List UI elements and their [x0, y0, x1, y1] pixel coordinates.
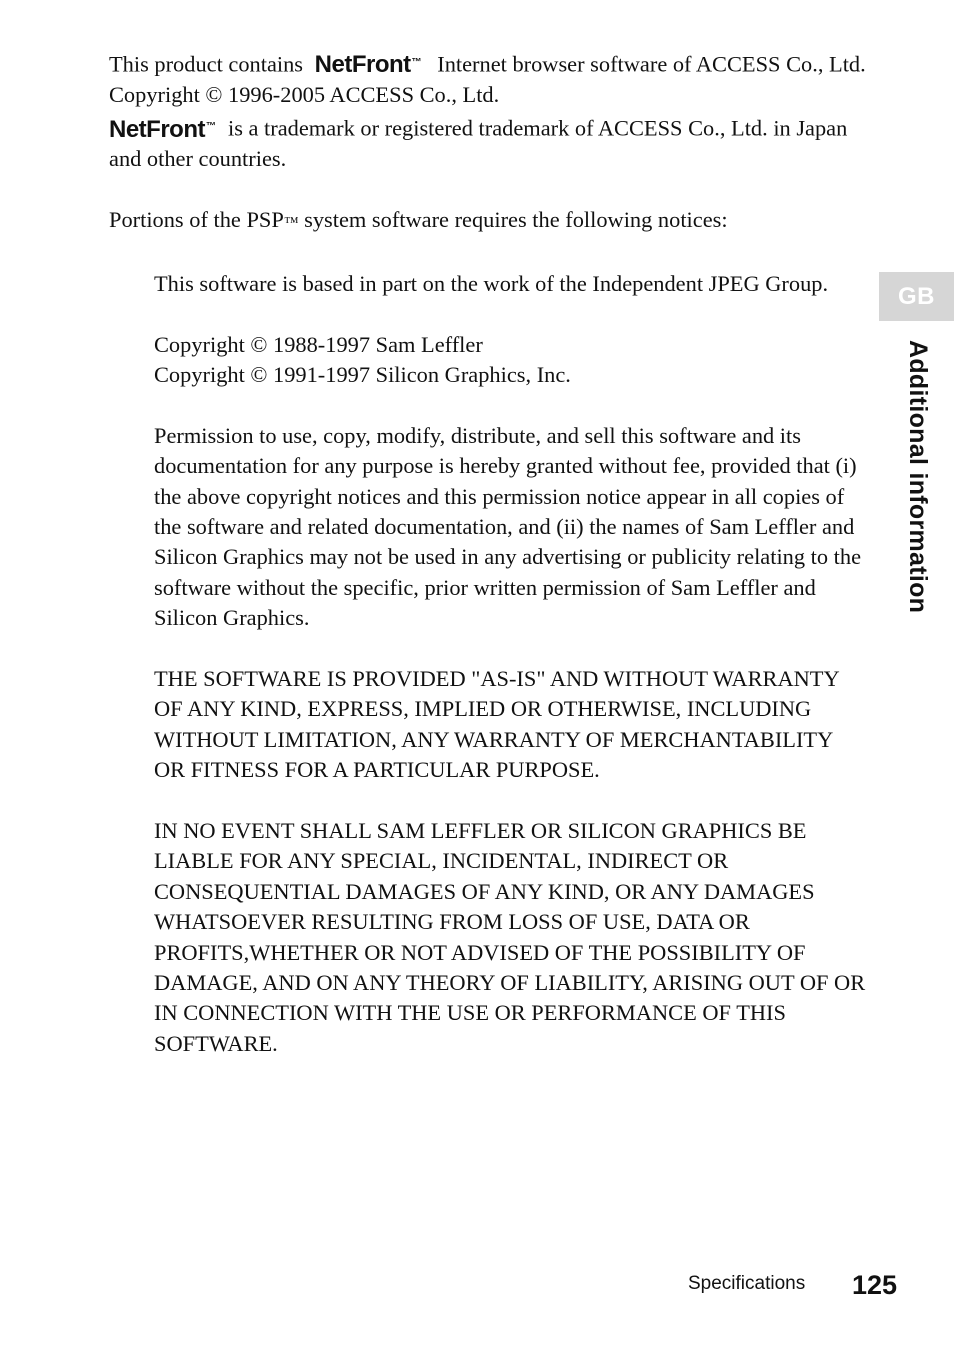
netfront-logo-text-2: NetFront: [109, 115, 205, 143]
psp-intro-before-tm: Portions of the PSP: [109, 206, 284, 232]
spacer: [154, 786, 869, 816]
psp-notice-intro: [109, 205, 869, 238]
spacer: [154, 390, 869, 420]
netfront-logo-text: NetFront: [314, 51, 411, 79]
netfront-browser-text: Internet browser software of ACCESS Co., Ltd.: [437, 51, 866, 77]
warranty-disclaimer: THE SOFTWARE IS PROVIDED "AS-IS" AND WITHOUT WARRANTY OF ANY KIND, EXPRESS, IMPLIED OR OTHERWISE, INCLUDING WITHOUT LIMITATION, ANY WARRANTY OF MERCHANTABILITY OR FITNESS FOR A PARTICULAR PURPOSE.: [154, 665, 839, 783]
netfront-intro-text: This product contains: [109, 51, 304, 77]
netfront-logo: [314, 51, 422, 79]
license-notices: [154, 269, 869, 1060]
netfront-trademark-notice: [109, 110, 869, 174]
spacer: [109, 238, 869, 268]
spacer: [109, 175, 869, 205]
netfront-product-notice: [109, 46, 869, 80]
netfront-logo-tm: ™: [411, 57, 422, 68]
footer-section-name: Specifications: [688, 1273, 806, 1294]
permission-paragraph: Permission to use, copy, modify, distribute, and sell this software and its documentation for any purpose is hereby granted without fee, provided that (i) the above copyright notices and this permission notice appear in all copies of the software and related documentation, and (ii) the names of Sam Leffler and Silicon Graphics may not be used in any advertising or publicity relating to the software without the specific, prior written permission of Sam Leffler and Silicon Graphics.: [154, 422, 862, 631]
jpeg-group-notice: This software is based in part on the work of the Independent JPEG Group.: [154, 270, 829, 296]
page-number: 125: [852, 1270, 898, 1300]
netfront-logo-2: [109, 116, 216, 141]
spacer: [154, 634, 869, 664]
page-body: [109, 46, 869, 1059]
netfront-logo-tm-2: ™: [205, 121, 216, 133]
language-tab-gb: GB: [879, 272, 954, 321]
psp-intro-after-tm: system software requires the following notices:: [298, 206, 728, 232]
copyright-leffler: Copyright © 1988-1997 Sam Leffler: [154, 331, 483, 357]
liability-disclaimer: IN NO EVENT SHALL SAM LEFFLER OR SILICON GRAPHICS BE LIABLE FOR ANY SPECIAL, INCIDENTAL, INDIRECT OR CONSEQUENTIAL DAMAGES OF ANY KIND, OR ANY DAMAGES WHATSOEVER RESULTING FROM LOSS OF USE, DATA OR PROFITS,WHETHER OR NOT ADVISED OF THE POSSIBILITY OF DAMAGE, AND ON ANY THEORY OF LIABILITY, ARISING OUT OF OR IN CONNECTION WITH THE USE OR PERFORMANCE OF THIS SOFTWARE.: [154, 818, 866, 1056]
section-side-label: Additional information: [904, 340, 932, 614]
netfront-copyright: Copyright © 1996-2005 ACCESS Co., Ltd.: [109, 81, 500, 107]
spacer: [154, 299, 869, 329]
psp-tm-mark: ™: [283, 214, 299, 231]
netfront-trademark-text: is a trademark or registered trademark of ACCESS Co., Ltd. in Japan and other countries.: [109, 115, 848, 172]
copyright-sgi: Copyright © 1991-1997 Silicon Graphics, Inc.: [154, 361, 571, 387]
